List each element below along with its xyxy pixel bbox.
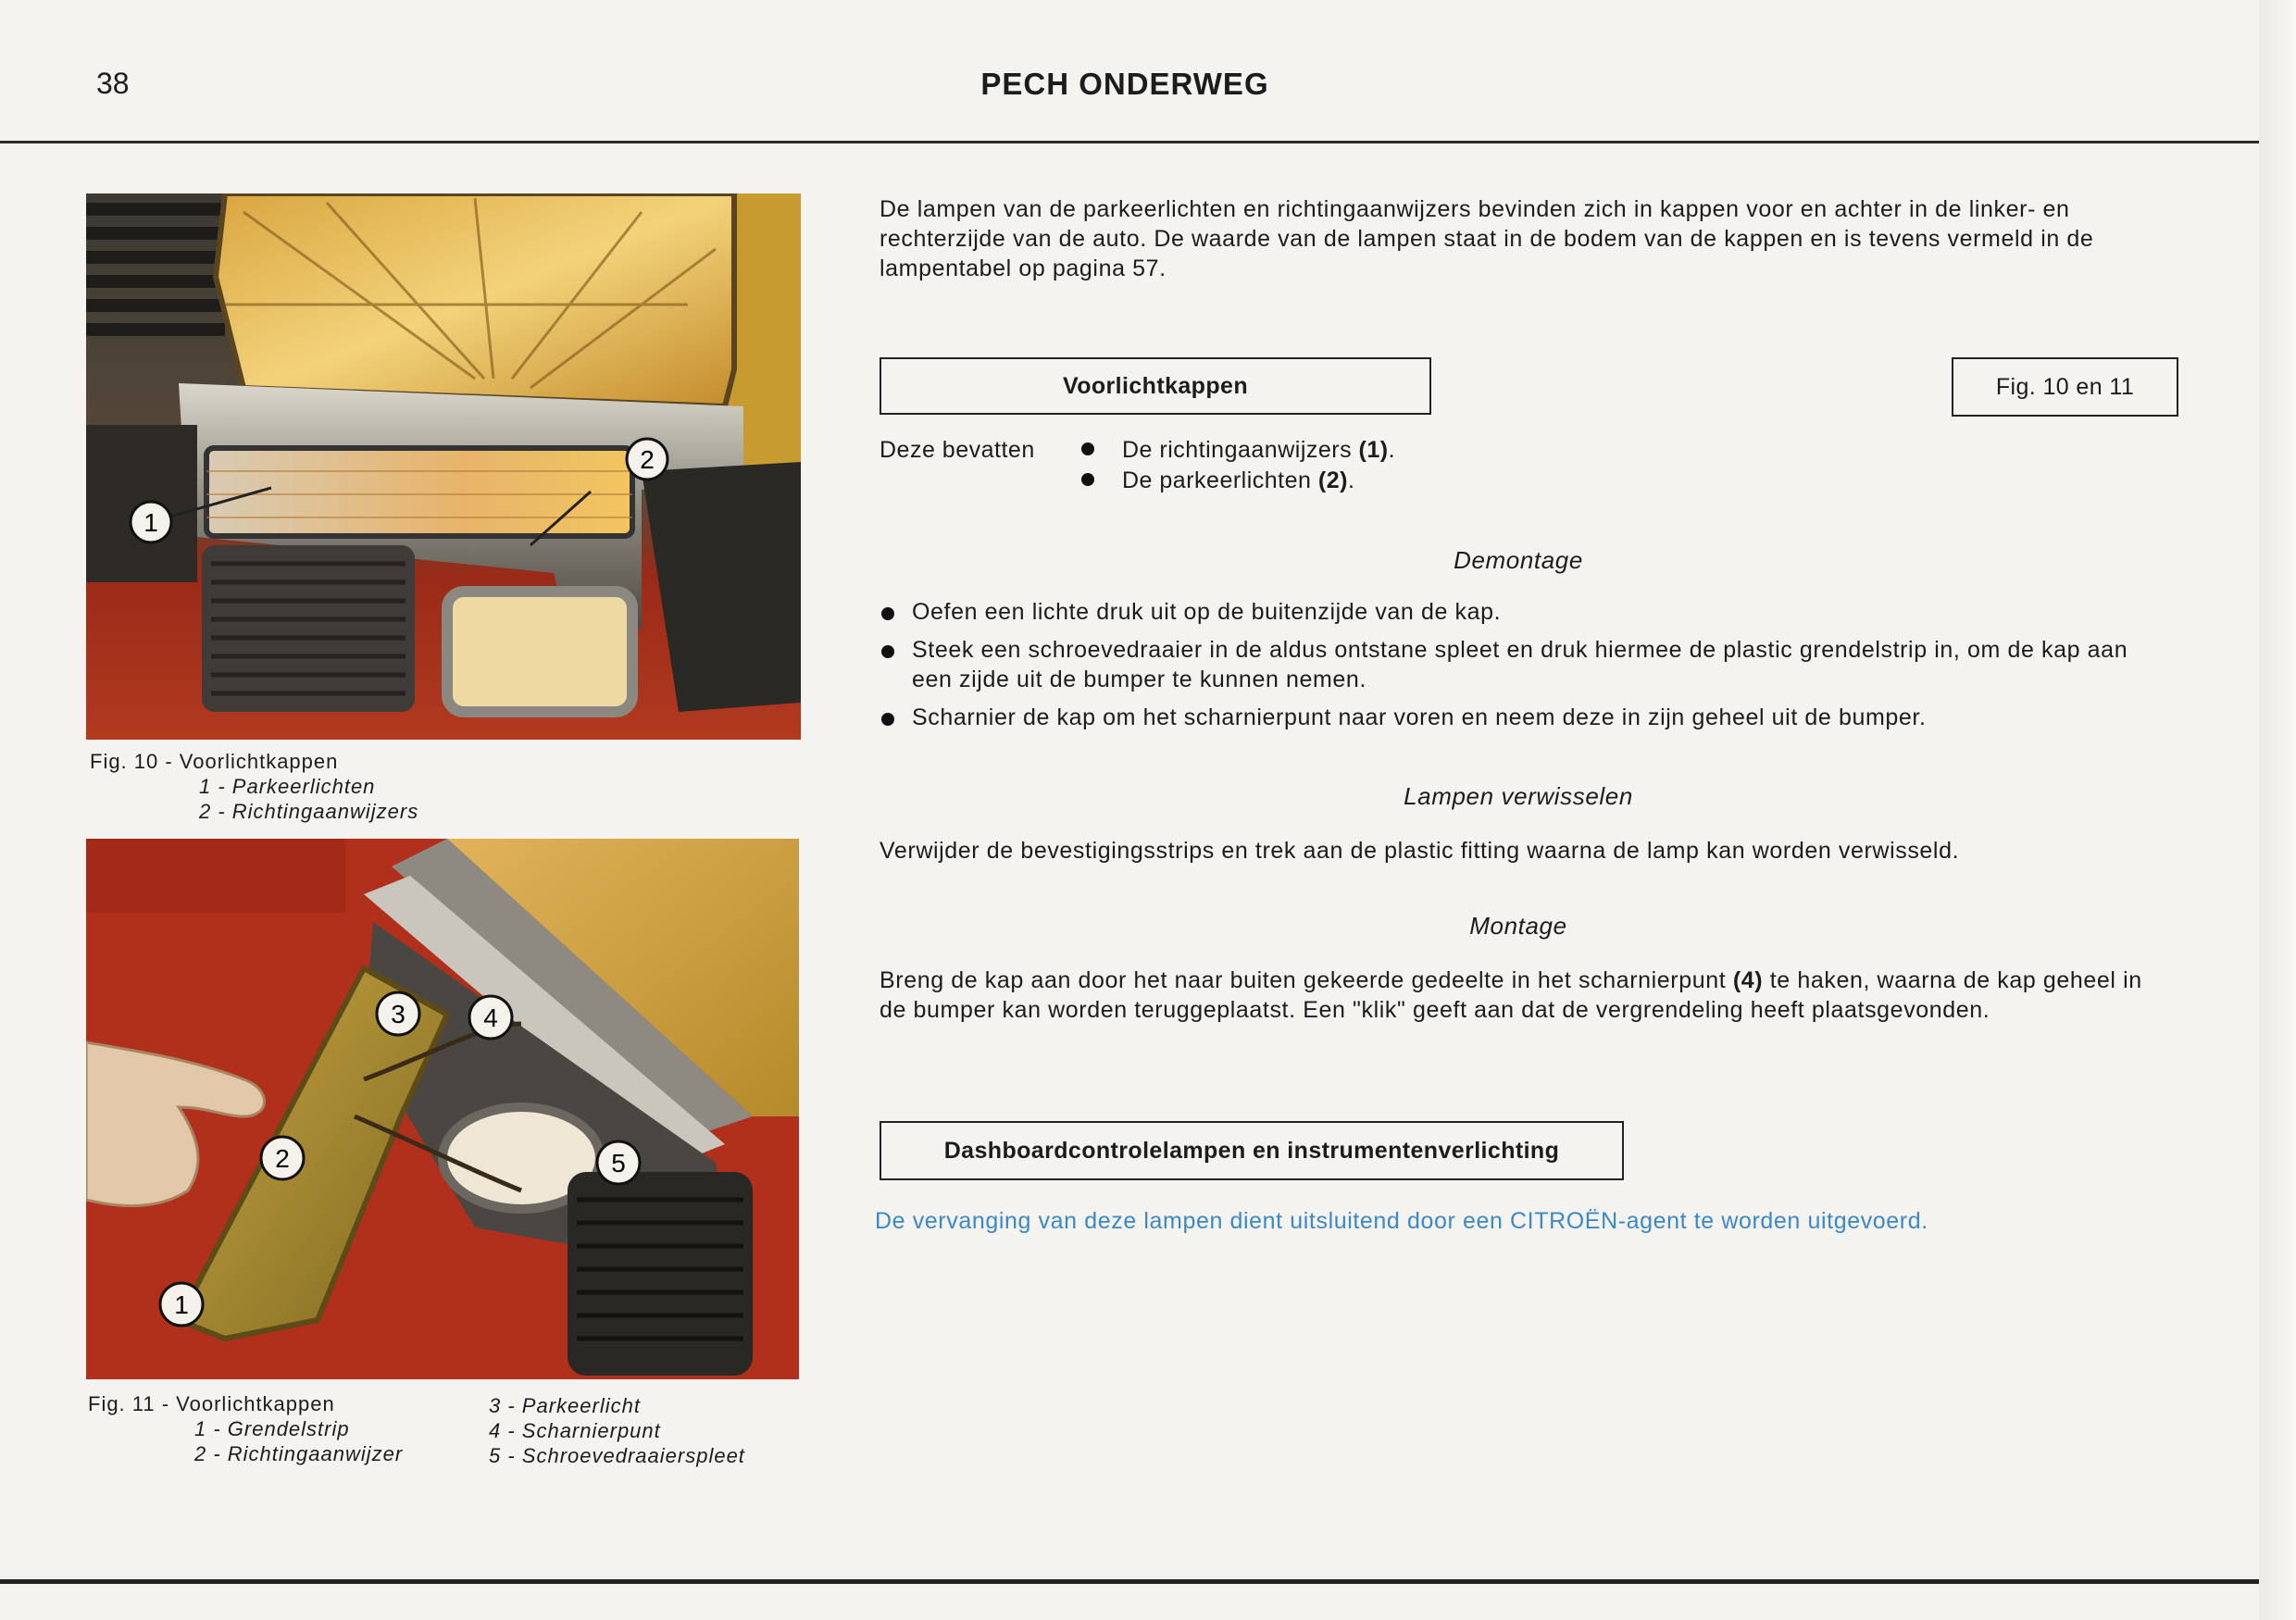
- bullet-icon: [881, 607, 894, 620]
- fig10-callout-1: [131, 502, 171, 542]
- list-item-ref: (1): [1358, 437, 1389, 463]
- figure-11-caption-item: 1 - Grendelstrip: [194, 1417, 350, 1440]
- figure-10-caption-item: 1 - Parkeerlichten: [199, 775, 376, 798]
- figure-reference-box: Fig. 10 en 11: [1952, 357, 2178, 417]
- list-item-end: .: [1347, 467, 1355, 493]
- svg-text:5: 5: [611, 1149, 626, 1178]
- page-edge: [2259, 0, 2296, 1620]
- bullet-icon: [881, 645, 894, 658]
- header-rule: [0, 141, 2259, 143]
- montage-text: Breng de kap aan door het naar buiten gekeerde gedeelte in het scharnierpunt: [880, 967, 1733, 993]
- montage-paragraph: [880, 966, 2176, 1025]
- figure-10-caption-title: Fig. 10 - Voorlichtkappen: [90, 750, 339, 773]
- fig11-callout-4: [469, 996, 512, 1039]
- fig11-callout-5: [597, 1141, 640, 1184]
- figure-11-caption-item: 2 - Richtingaanwijzer: [194, 1442, 404, 1465]
- section-heading-dashboard: Dashboardcontrolelampen en instrumentenverlichting: [880, 1121, 1624, 1180]
- bullet-icon: [1081, 442, 1094, 455]
- intro-paragraph: De lampen van de parkeerlichten en richtingaanwijzers bevinden zich in kappen voor en achter in de linker- en rechterzijde van de auto. De waarde van de lampen staat in de bodem van de kappen en is tevens vermeld in de lampentabel op pagina 57.: [880, 196, 2094, 281]
- list-item: [1081, 435, 1395, 466]
- list-item: [880, 703, 2166, 732]
- lampen-paragraph: Verwijder de bevestigingsstrips en trek aan de plastic fitting waarna de lamp kan worden verwisseld.: [880, 838, 1960, 864]
- fig11-callout-1: [160, 1283, 203, 1326]
- svg-text:2: 2: [275, 1144, 290, 1173]
- subheading-montage: Montage: [1469, 912, 1567, 940]
- list-item: [1081, 466, 1354, 496]
- list-item: [880, 635, 2166, 694]
- list-item-ref: (2): [1317, 467, 1348, 493]
- subheading-demontage: Demontage: [1454, 546, 1583, 574]
- svg-text:2: 2: [640, 445, 655, 474]
- fig11-callout-2: [261, 1137, 304, 1179]
- figure-10-image: [86, 193, 801, 740]
- figure-11-caption: [88, 1391, 403, 1466]
- contains-label: Deze bevatten: [880, 437, 1035, 463]
- figure-10-caption-item: 2 - Richtingaanwijzers: [199, 800, 419, 823]
- montage-ref: (4): [1732, 967, 1764, 993]
- page-title: PECH ONDERWEG: [980, 67, 1269, 101]
- figure-11-caption-title: Fig. 11 - Voorlichtkappen: [88, 1392, 335, 1415]
- subheading-lampen-verwisselen: Lampen verwisselen: [1404, 782, 1633, 810]
- dashboard-note: De vervanging van deze lampen dient uitsluitend door een CITROËN-agent te worden uitgevoerd.: [875, 1208, 1928, 1234]
- list-item-text: De richtingaanwijzers: [1122, 437, 1359, 463]
- svg-text:4: 4: [483, 1003, 498, 1032]
- figure-11-caption-item: 5 - Schroevedraaierspleet: [489, 1444, 745, 1467]
- figure-11-caption-item: 4 - Scharnierpunt: [489, 1419, 661, 1442]
- figure-11-image: [86, 839, 799, 1379]
- page-number: 38: [96, 67, 130, 100]
- list-item: [880, 597, 2166, 627]
- figure-11-caption-item: 3 - Parkeerlicht: [489, 1394, 641, 1417]
- list-item-text: Oefen een lichte druk uit op de buitenzijde van de kap.: [912, 599, 1502, 625]
- list-item-text: Steek een schroevedraaier in de aldus ontstane spleet en druk hiermee de plastic grendelstrip in, om de kap aan een zijde uit de bumper te kunnen nemen.: [912, 637, 2128, 692]
- demontage-steps: [880, 597, 2166, 741]
- fig10-callout-2: [627, 439, 668, 480]
- list-item-end: .: [1388, 437, 1396, 463]
- list-item-text: Scharnier de kap om het scharnierpunt naar voren en neem deze in zijn geheel uit de bumper.: [912, 704, 1927, 730]
- bullet-icon: [1081, 473, 1094, 486]
- svg-text:1: 1: [174, 1290, 189, 1319]
- svg-text:3: 3: [391, 1000, 406, 1028]
- figure-11-caption-right: [489, 1393, 745, 1468]
- figure-10-caption: [90, 749, 418, 824]
- fig11-callout-3: [377, 992, 419, 1035]
- montage-text: te haken, waarna de kap geheel in de bumper kan worden teruggeplaatst. Een "klik" geeft aan dat de vergrendeling heeft plaatsgevonden.: [880, 967, 2142, 1023]
- section-heading-voorlichtkappen: Voorlichtkappen: [880, 357, 1431, 415]
- list-item-text: De parkeerlichten: [1122, 467, 1318, 493]
- footer-rule: [0, 1579, 2259, 1584]
- bullet-icon: [881, 713, 894, 726]
- svg-text:1: 1: [144, 508, 158, 537]
